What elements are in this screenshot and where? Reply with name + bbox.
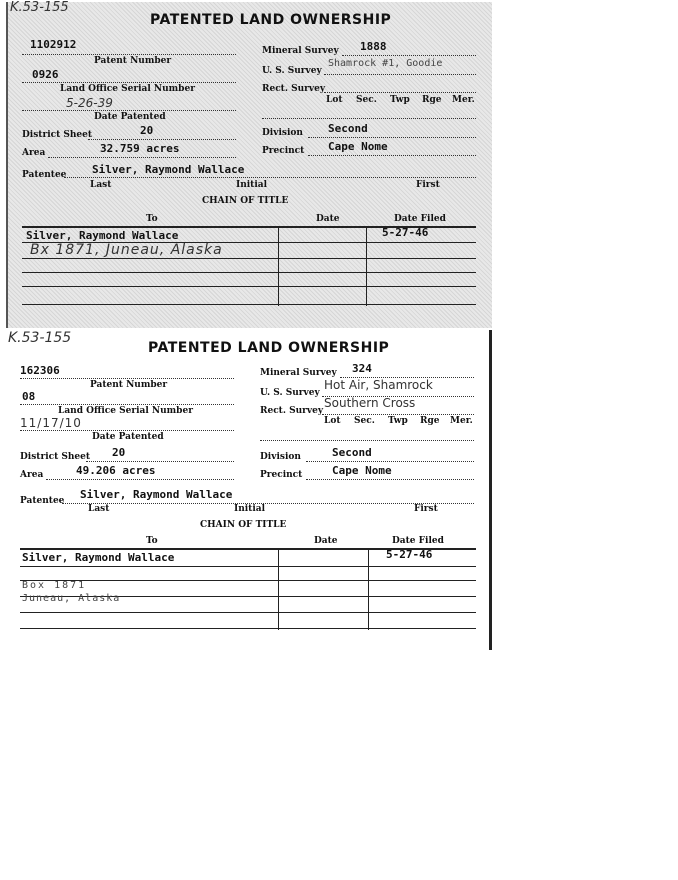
- precinct-label: Precinct: [262, 146, 305, 156]
- division-value: Second: [328, 122, 368, 135]
- chain-row-1-date-filed: 5-27-46: [382, 226, 429, 239]
- area-value: 32.759 acres: [100, 142, 180, 155]
- date-column-header: Date: [316, 214, 340, 224]
- serial-number-value: 0926: [32, 68, 59, 81]
- chain-row-2-to: Bx 1871, Juneau, Alaska: [30, 242, 223, 258]
- patent-number-label: Patent Number: [94, 56, 172, 66]
- sec-label: Sec.: [354, 416, 375, 426]
- file-stamp: K.53-155: [10, 0, 69, 15]
- us-survey-value-line-1: Hot Air, Shamrock: [324, 378, 433, 392]
- initial-label: Initial: [236, 180, 267, 190]
- area-label: Area: [22, 148, 46, 158]
- chain-of-title-heading: CHAIN OF TITLE: [200, 520, 287, 530]
- chain-row-3-to: Juneau, Alaska: [22, 593, 121, 604]
- mineral-survey-label: Mineral Survey: [262, 46, 339, 56]
- mineral-survey-label: Mineral Survey: [260, 368, 337, 378]
- date-filed-column-header: Date Filed: [392, 536, 444, 546]
- last-label: Last: [88, 504, 110, 514]
- chain-row-2-to: Box 1871: [22, 580, 87, 591]
- last-label: Last: [90, 180, 112, 190]
- date-patented-value: 5-26-39: [66, 96, 113, 110]
- patent-number-label: Patent Number: [90, 380, 168, 390]
- us-survey-label: U. S. Survey: [262, 66, 322, 76]
- twp-label: Twp: [388, 416, 408, 426]
- sec-label: Sec.: [356, 95, 377, 105]
- us-survey-value-line-2: Southern Cross: [324, 396, 416, 410]
- file-stamp: K.53-155: [8, 330, 72, 346]
- mer-label: Mer.: [450, 416, 473, 426]
- patentee-value: Silver, Raymond Wallace: [80, 488, 233, 501]
- date-patented-value: 11/17/10: [20, 416, 82, 430]
- patentee-label: Patentee: [20, 496, 65, 506]
- chain-row-1-to: Silver, Raymond Wallace: [22, 551, 175, 564]
- patent-number-value: 162306: [20, 364, 60, 377]
- chain-row-1-to: Silver, Raymond Wallace: [26, 229, 179, 242]
- date-filed-column-header: Date Filed: [394, 214, 446, 224]
- district-sheet-label: District Sheet: [22, 130, 93, 140]
- rect-survey-label: Rect. Survey: [262, 84, 326, 94]
- initial-label: Initial: [234, 504, 265, 514]
- date-patented-label: Date Patented: [94, 112, 166, 122]
- mineral-survey-value: 1888: [360, 40, 387, 53]
- division-label: Division: [260, 452, 301, 462]
- patent-card-2: [6, 330, 492, 650]
- serial-number-label: Land Office Serial Number: [60, 84, 195, 94]
- patentee-value: Silver, Raymond Wallace: [92, 163, 245, 176]
- us-survey-value: Shamrock #1, Goodie: [328, 58, 443, 69]
- lot-label: Lot: [324, 416, 341, 426]
- division-label: Division: [262, 128, 303, 138]
- precinct-value: Cape Nome: [332, 464, 392, 477]
- precinct-label: Precinct: [260, 470, 303, 480]
- serial-number-value: 08: [22, 390, 36, 403]
- lot-label: Lot: [326, 95, 343, 105]
- rge-label: Rge: [422, 95, 442, 105]
- division-value: Second: [332, 446, 372, 459]
- patentee-label: Patentee: [22, 170, 67, 180]
- rge-label: Rge: [420, 416, 440, 426]
- twp-label: Twp: [390, 95, 410, 105]
- area-value: 49.206 acres: [76, 464, 156, 477]
- first-label: First: [416, 180, 440, 190]
- precinct-value: Cape Nome: [328, 140, 388, 153]
- mer-label: Mer.: [452, 95, 475, 105]
- card-title: PATENTED LAND OWNERSHIP: [148, 340, 390, 356]
- serial-number-label: Land Office Serial Number: [58, 406, 193, 416]
- patent-number-value: 1102912: [30, 38, 77, 51]
- district-sheet-value: 20: [140, 124, 154, 137]
- chain-of-title-heading: CHAIN OF TITLE: [202, 196, 289, 206]
- mineral-survey-value: 324: [352, 362, 372, 375]
- first-label: First: [414, 504, 438, 514]
- date-column-header: Date: [314, 536, 338, 546]
- area-label: Area: [20, 470, 44, 480]
- rect-survey-label: Rect. Survey: [260, 406, 324, 416]
- to-column-header: To: [146, 536, 158, 546]
- patent-card-1: [6, 2, 492, 328]
- card-title: PATENTED LAND OWNERSHIP: [150, 12, 392, 28]
- chain-row-1-date-filed: 5-27-46: [386, 548, 433, 561]
- district-sheet-label: District Sheet: [20, 452, 91, 462]
- date-patented-label: Date Patented: [92, 432, 164, 442]
- to-column-header: To: [146, 214, 158, 224]
- district-sheet-value: 20: [112, 446, 126, 459]
- us-survey-label: U. S. Survey: [260, 388, 320, 398]
